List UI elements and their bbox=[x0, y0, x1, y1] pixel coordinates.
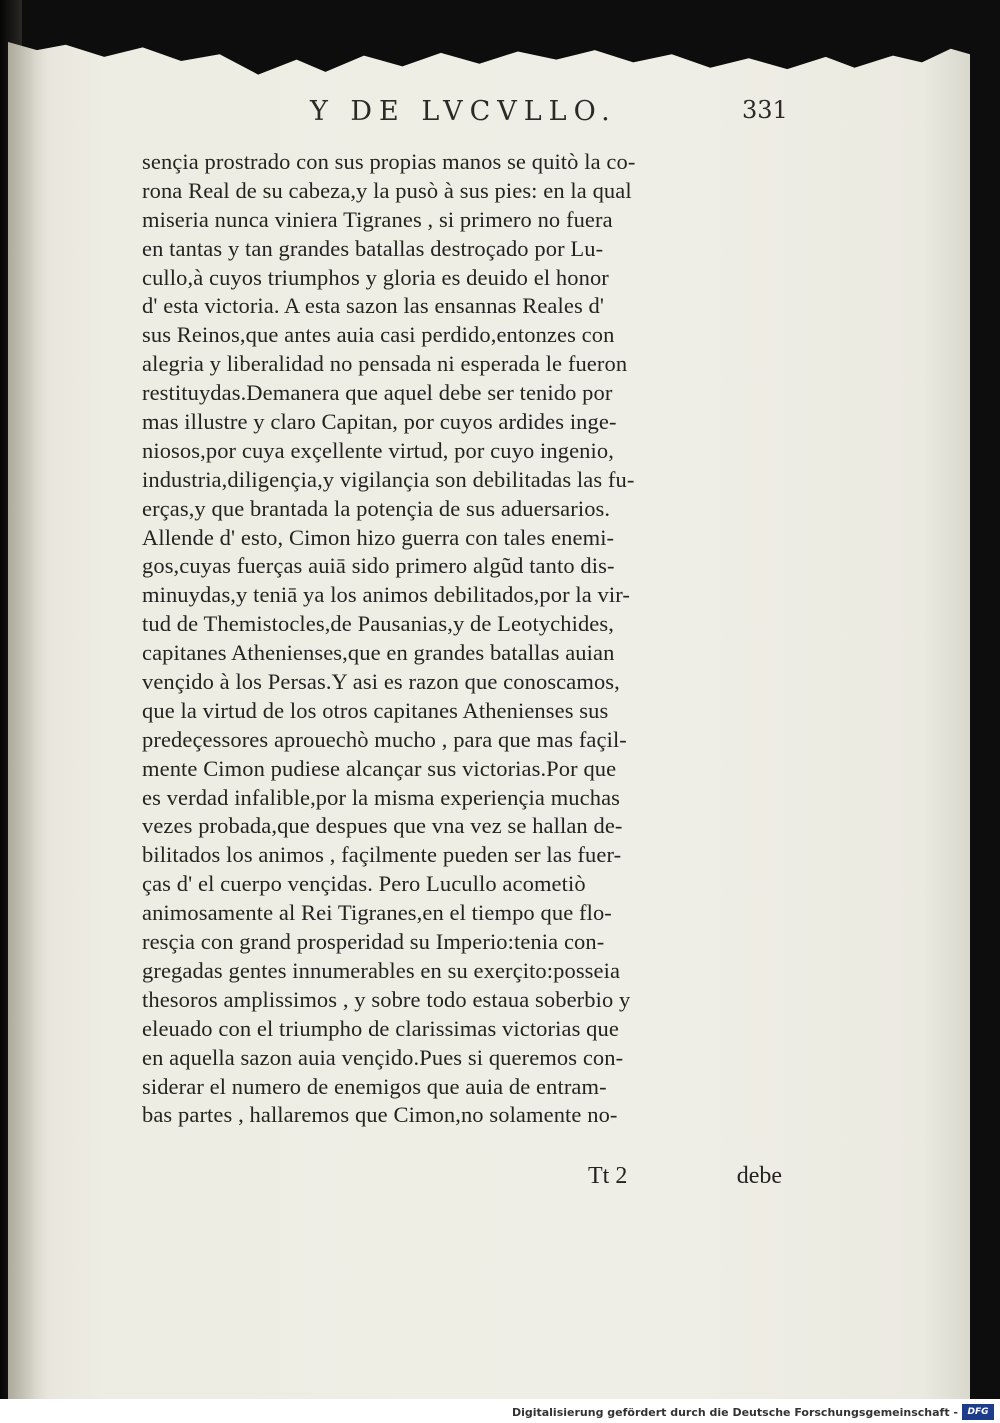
text-line: bilitados los animos , façilmente pueden ser las fuer- bbox=[142, 842, 622, 868]
text-line: cullo,à cuyos triumphos y gloria es deuido el honor bbox=[142, 264, 609, 290]
text-line: vençido à los Persas.Y asi es razon que conoscamos, bbox=[142, 669, 620, 695]
text-line: rona Real de su cabeza,y la pusò à sus pies: en la qual bbox=[142, 177, 632, 203]
text-line: que la virtud de los otros capitanes Athenienses sus bbox=[142, 697, 609, 723]
body-text bbox=[142, 148, 802, 1130]
digitization-footer bbox=[0, 1399, 1000, 1423]
page-footer bbox=[142, 1163, 782, 1195]
text-line: eleuado con el triumpho de clarissimas victorias que bbox=[142, 1015, 619, 1041]
text-line: resçia con grand prosperidad su Imperio:tenia con- bbox=[142, 929, 605, 955]
text-line: gregadas gentes innumerables en su exerçito:posseia bbox=[142, 957, 621, 983]
text-line: erças,y que brantada la potençia de sus aduersarios. bbox=[142, 495, 611, 521]
text-line: Allende d' esto, Cimon hizo guerra con tales enemi- bbox=[142, 524, 615, 550]
text-line: alegria y liberalidad no pensada ni esperada le fueron bbox=[142, 351, 628, 377]
text-line: miseria nunca viniera Tigranes , si primero no fuera bbox=[142, 206, 613, 232]
text-line: mente Cimon pudiese alcançar sus victorias.Por que bbox=[142, 755, 617, 781]
signature-mark: Tt 2 bbox=[588, 1163, 628, 1189]
text-line: mas illustre y claro Capitan, por cuyos ardides inge- bbox=[142, 409, 617, 435]
text-line: restituydas.Demanera que aquel debe ser tenido por bbox=[142, 380, 613, 406]
text-line: tud de Themistocles,de Pausanias,y de Leotychides, bbox=[142, 611, 614, 637]
text-line: animosamente al Rei Tigranes,en el tiempo que flo- bbox=[142, 900, 612, 926]
text-line: niosos,por cuya exçellente virtud, por cuyo ingenio, bbox=[142, 437, 614, 463]
text-line: industria,diligençia,y vigilançia son debilitadas las fu- bbox=[142, 466, 635, 492]
text-line: capitanes Athenienses,que en grandes batallas auian bbox=[142, 640, 615, 666]
dfg-logo-icon: DFG bbox=[962, 1404, 994, 1420]
text-line: sençia prostrado con sus propias manos se quitò la co- bbox=[142, 149, 636, 174]
text-line: es verdad infalible,por la misma experiençia muchas bbox=[142, 784, 621, 810]
text-line: siderar el numero de enemigos que auia de entram- bbox=[142, 1073, 607, 1099]
text-line: thesoros amplissimos , y sobre todo estaua soberbio y bbox=[142, 986, 631, 1012]
text-line: predeçessores aprouechò mucho , para que mas façil- bbox=[142, 726, 627, 752]
page-number: 331 bbox=[742, 96, 788, 124]
text-line: en aquella sazon auia vençido.Pues si queremos con- bbox=[142, 1044, 624, 1070]
text-line: en tantas y tan grandes batallas destroçado por Lu- bbox=[142, 235, 604, 261]
text-line: bas partes , hallaremos que Cimon,no solamente no- bbox=[142, 1102, 618, 1128]
text-line: sus Reinos,que antes auia casi perdido,entonzes con bbox=[142, 322, 615, 348]
text-line: d' esta victoria. A esta sazon las ensannas Reales d' bbox=[142, 293, 605, 319]
text-line: gos,cuyas fuerças auiā sido primero algũd tanto dis- bbox=[142, 553, 615, 579]
text-line: vezes probada,que despues que vna vez se hallan de- bbox=[142, 813, 623, 839]
text-line: ças d' el cuerpo vençidas. Pero Lucullo acometiò bbox=[142, 871, 586, 897]
catchword: debe bbox=[736, 1163, 782, 1189]
running-head: Y DE LVCVLLO. bbox=[310, 96, 617, 127]
text-line: minuydas,y teniā ya los animos debilitados,por la vir- bbox=[142, 582, 630, 608]
funding-credit: Digitalisierung gefördert durch die Deutsche Forschungsgemeinschaft - bbox=[511, 1406, 958, 1419]
